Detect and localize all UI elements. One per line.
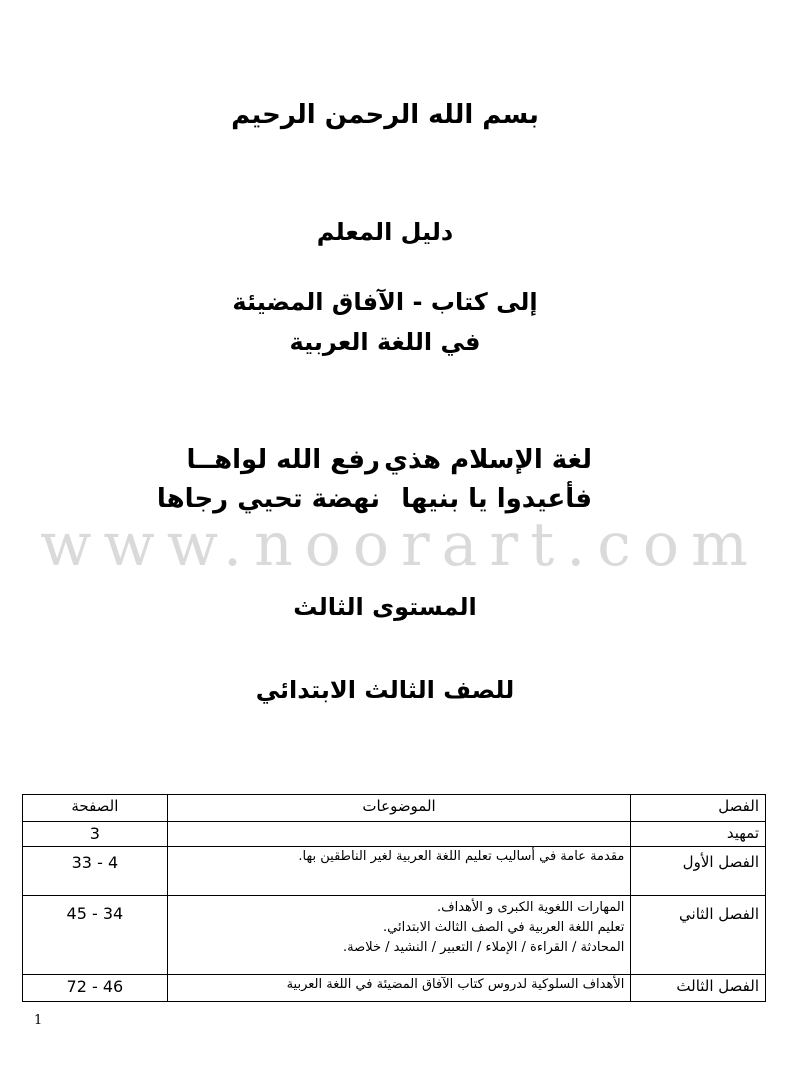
page-range-cell: 34 - 45	[23, 896, 168, 975]
level-title: المستوى الثالث	[293, 593, 477, 621]
page-range-cell: 4 - 33	[23, 847, 168, 896]
topics-cell: الأهداف السلوكية لدروس كتاب الآفاق المضيئة في اللغة العربية	[167, 975, 631, 1002]
topic-line: المحادثة / القراءة / الإملاء / التعبير / النشيد / خلاصة.	[343, 940, 625, 955]
table-row	[23, 975, 766, 1002]
header-page: الصفحة	[23, 795, 168, 822]
chapter-cell: الفصل الثالث	[631, 975, 766, 1002]
topic-line: تعليم اللغة العربية في الصف الثالث الابتدائي.	[383, 920, 625, 935]
chapter-cell: تمهيد	[631, 822, 766, 847]
verse-line1-first: لغة الإسلام هذي	[384, 445, 592, 475]
topics-cell	[167, 896, 631, 975]
topics-cell: مقدمة عامة في أساليب تعليم اللغة العربية لغير الناطقين بها.	[167, 847, 631, 896]
grade-title: للصف الثالث الابتدائي	[255, 676, 515, 704]
watermark: www.noorart.com	[40, 510, 760, 580]
chapter-cell: الفصل الأول	[631, 847, 766, 896]
table-header-row	[23, 795, 766, 822]
book-title-line2: في اللغة العربية	[289, 328, 481, 356]
page-range-cell: 3	[23, 822, 168, 847]
topics-cell	[167, 822, 631, 847]
table-row	[23, 896, 766, 975]
book-title-line1: إلى كتاب - الآفاق المضيئة	[232, 288, 538, 316]
guide-title: دليل المعلم	[316, 218, 454, 246]
basmala-heading: بسم الله الرحمن الرحيم	[231, 100, 539, 130]
topic-line: المهارات اللغوية الكبرى و الأهداف.	[436, 900, 625, 915]
verse-line2-first: فأعيدوا يا بنيها	[401, 484, 592, 514]
table-row	[23, 822, 766, 847]
verse-line1-second: رفع الله لواهــا	[186, 445, 380, 475]
page-number: 1	[34, 1013, 43, 1028]
chapter-cell: الفصل الثاني	[631, 896, 766, 975]
table-of-contents	[22, 794, 766, 1002]
verse-line2-second: نهضة تحيي رجاها	[156, 484, 380, 514]
header-chapter: الفصل	[631, 795, 766, 822]
header-topics: الموضوعات	[167, 795, 631, 822]
page-range-cell: 46 - 72	[23, 975, 168, 1002]
table-row	[23, 847, 766, 896]
